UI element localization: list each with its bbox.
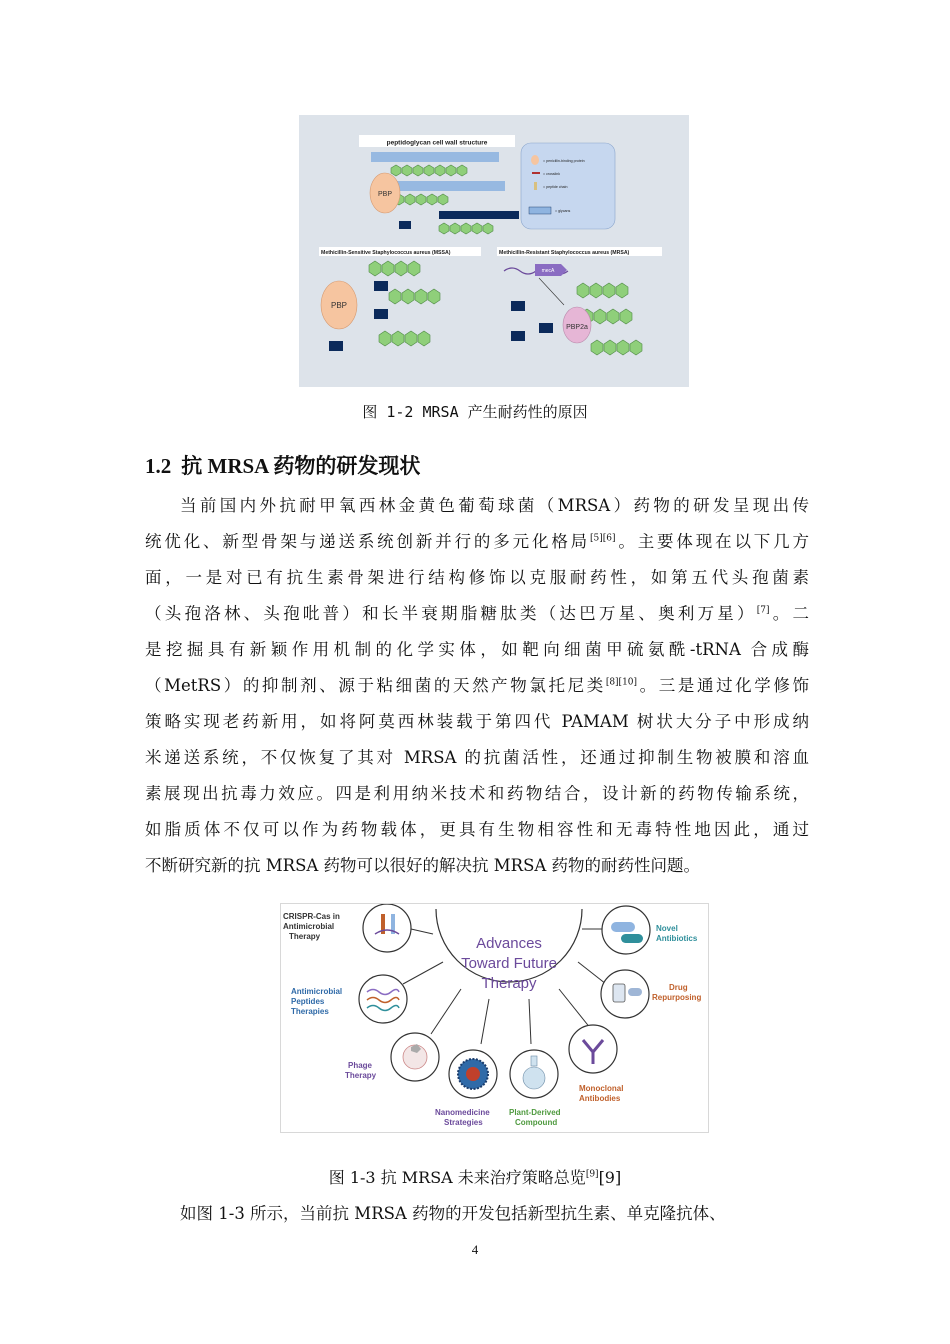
label-amp-1: Antimicrobial	[291, 987, 343, 996]
pbp-mssa-label: PBP	[330, 301, 348, 310]
figure1-title: peptidoglycan cell wall structure	[386, 139, 488, 147]
meca-label: mecA	[541, 268, 555, 274]
meca-arrow-line	[539, 278, 564, 305]
paragraph-2	[145, 1196, 809, 1232]
label-novel-1: Novel	[656, 924, 678, 933]
citation: [8][10]	[605, 677, 638, 688]
paragraph-1-line: 面，一是对已有抗生素骨架进行结构修饰以克服耐药性，如第五代头孢菌素	[145, 568, 809, 587]
paragraph-1-line: （MetRS）的抑制剂、源于粘细菌的天然产物氯托尼类[8][10]。三是通过化学修饰	[145, 676, 809, 695]
therapy-circles	[359, 904, 650, 1098]
paragraph-2-line: 如图 1-3 所示，当前抗 MRSA 药物的开发包括新型抗生素、单克隆抗体、	[180, 1204, 726, 1223]
page-number: 4	[471, 1242, 479, 1257]
label-mab-2: Antibodies	[579, 1094, 621, 1103]
section-heading	[145, 450, 420, 480]
nanoparticle-icon	[458, 1059, 488, 1089]
legend-crosslink-icon	[532, 172, 540, 174]
figure-future-therapy-diagram	[281, 904, 708, 1132]
figure1-caption: 图 1-2 MRSA 产生耐药性的原因	[362, 403, 588, 421]
citation: [9]	[585, 1169, 599, 1180]
betalactam-mssa-3	[329, 341, 343, 351]
amp-circle	[359, 975, 407, 1023]
label-plant-1: Plant-Derived	[509, 1108, 561, 1117]
label-amp-2: Peptides	[291, 997, 325, 1006]
label-nano-1: Nanomedicine	[435, 1108, 490, 1117]
legend-pbp-icon	[531, 155, 539, 165]
paragraph-1-line: 米递送系统，不仅恢复了其对 MRSA 的抗菌活性，还通过抑制生物被膜和溶血	[145, 748, 809, 767]
label-nano-2: Strategies	[444, 1118, 483, 1127]
panel-right-title: Methicillin-Resistant Staphylococcus aureus (MRSA)	[499, 250, 630, 256]
paragraph-1-line: 素展现出抗毒力效应。四是利用纳米技术和药物结合，设计新的药物传输系统，	[145, 784, 809, 803]
pbp2a-label: PBP2a	[566, 324, 588, 331]
label-plant-2: Compound	[515, 1118, 558, 1127]
betalactam-mrsa-2	[539, 323, 553, 333]
label-phage-2: Therapy	[345, 1071, 377, 1080]
crispr-circle	[363, 904, 411, 952]
paragraph-1-line: 不断研究新的抗 MRSA 药物可以很好的解决抗 MRSA 药物的耐药性问题。	[145, 856, 701, 875]
label-crispr-3: Therapy	[289, 932, 321, 941]
pbp-top-label: PBP	[377, 191, 393, 198]
label-mab-1: Monoclonal	[579, 1084, 624, 1093]
paragraph-1-line: 当前国内外抗耐甲氧西林金黄色葡萄球菌（MRSA）药物的研发呈现出传	[180, 496, 809, 515]
betalactam-mrsa-3	[511, 331, 525, 341]
center-title-line-1: Advances	[476, 935, 542, 952]
figure-mrsa-resistance-diagram	[299, 115, 689, 387]
figure-mrsa-resistance	[299, 115, 689, 387]
label-drug-1: Drug	[669, 983, 688, 992]
paragraph-1-line: 策略实现老药新用，如将阿莫西林装载于第四代 PAMAM 树状大分子中形成纳	[145, 712, 809, 731]
betalactam-mssa-1	[374, 281, 388, 291]
paragraph-1-line: 如脂质体不仅可以作为药物载体，更具有生物相容性和无毒特性地因此，通过	[145, 820, 809, 839]
label-crispr-1: CRISPR-Cas in	[283, 912, 340, 921]
center-title-line-2: Toward Future	[461, 955, 557, 972]
legend-item-pbp: = penicillin-binding protein	[543, 159, 585, 163]
label-amp-3: Therapies	[291, 1007, 329, 1016]
paragraph-1-line: 是挖掘具有新颖作用机制的化学实体，如靶向细菌甲硫氨酰-tRNA 合成酶	[145, 640, 809, 659]
panel-left-title: Methicillin-Sensitive Staphylococcus aureus (MSSA)	[321, 250, 451, 256]
mab-circle	[569, 1025, 617, 1073]
peptidoglycan-top-hexagons-2	[439, 223, 493, 234]
betalactam-mssa-2	[374, 309, 388, 319]
section-number: 1.2	[145, 454, 172, 478]
figure-future-therapy	[280, 903, 709, 1133]
citation: [5][6]	[590, 533, 616, 544]
label-novel-2: Antibiotics	[656, 934, 698, 943]
legend-item-peptide: = peptide chain	[543, 185, 568, 189]
legend-peptide-icon	[534, 182, 537, 190]
figure2-caption: 图 1-3 抗 MRSA 未来治疗策略总览[9][9]	[328, 1168, 622, 1187]
label-crispr-2: Antimicrobial	[283, 922, 335, 931]
paragraph-1-line: （头孢洛林、头孢吡普）和长半衰期脂糖肽类（达巴万星、奥利万星）[7]。二	[145, 604, 810, 623]
center-title-line-3: Therapy	[481, 975, 537, 992]
mssa-hexagons	[369, 261, 440, 346]
paragraph-1-line: 统优化、新型骨架与递送系统创新并行的多元化格局[5][6]。主要体现在以下几方	[145, 532, 810, 551]
paragraph-1	[145, 488, 809, 884]
betalactam-mrsa-1	[511, 301, 525, 311]
legend-item-glycans: = glycans	[555, 209, 571, 213]
label-drug-2: Repurposing	[652, 993, 702, 1002]
section-title: 抗 MRSA 药物的研发现状	[181, 454, 421, 478]
legend-item-crosslink: = crosslink	[543, 172, 561, 176]
citation: [7]	[756, 605, 770, 616]
label-phage-1: Phage	[348, 1061, 373, 1070]
legend-glycan-icon	[529, 207, 551, 214]
